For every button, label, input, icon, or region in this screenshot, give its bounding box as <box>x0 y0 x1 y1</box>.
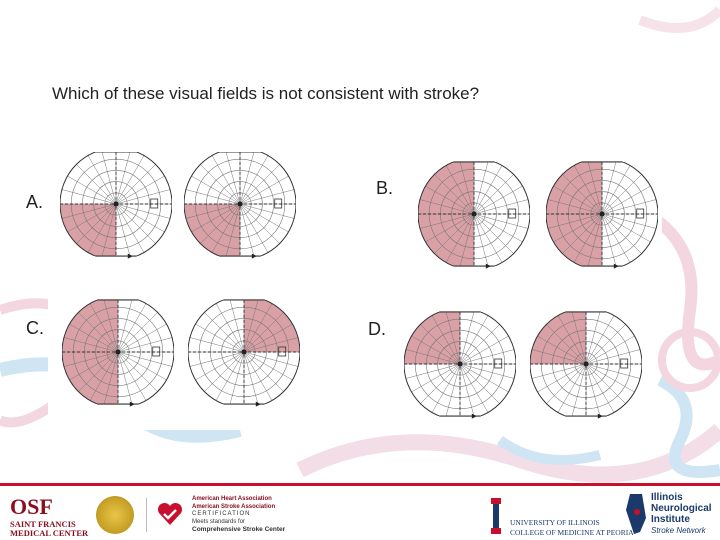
question-text: Which of these visual fields is not consistent with stroke? <box>52 84 480 103</box>
option-c-label: C. <box>26 318 44 338</box>
right-eye-field <box>530 308 642 420</box>
fixation-point <box>472 212 477 217</box>
option-d-field-svg <box>396 306 642 422</box>
option-b-fields[interactable] <box>396 154 662 276</box>
uic-text <box>510 518 634 538</box>
right-eye-field <box>188 296 300 408</box>
option-a-label: A. <box>26 192 44 212</box>
heart-icon <box>156 500 184 528</box>
left-eye-field <box>62 296 174 408</box>
fixation-point <box>242 350 247 355</box>
aha-line2: American Stroke Association <box>192 503 276 510</box>
fixation-point <box>458 362 463 367</box>
aha-line1: American Heart Association <box>192 496 272 502</box>
fixation-point <box>238 202 243 207</box>
joint-commission-seal-icon <box>96 496 134 534</box>
option-c-field-svg <box>48 296 300 430</box>
fixation-point <box>584 362 589 367</box>
uic-logo-icon <box>488 496 504 536</box>
option-a-fields[interactable] <box>46 152 300 260</box>
ini-line1: Illinois <box>651 492 683 503</box>
ini-text <box>651 492 712 536</box>
osf-logo: OSF <box>10 494 53 519</box>
ini-line3: Institute <box>651 514 690 525</box>
ini-line2: Neurological <box>651 503 712 514</box>
option-d-label: D. <box>368 319 386 339</box>
ini-line4: Stroke Network <box>651 526 706 535</box>
footer-logos <box>0 486 720 540</box>
option-b-field-svg <box>396 154 662 276</box>
logo-divider <box>146 498 147 532</box>
osf-subtitle: SAINT FRANCIS MEDICAL CENTER <box>10 519 89 538</box>
aha-line3: CERTIFICATION <box>192 511 251 517</box>
option-d-fields[interactable] <box>396 306 642 422</box>
aha-line4: Meets standards for <box>192 518 246 525</box>
left-eye-field <box>404 308 516 420</box>
option-a-field-svg <box>46 152 300 260</box>
aha-certification-text <box>192 496 292 534</box>
uic-line2: COLLEGE OF MEDICINE AT PEORIA <box>510 528 634 537</box>
left-eye-field <box>418 158 530 270</box>
illinois-map-icon <box>624 492 648 536</box>
fixation-point <box>116 350 121 355</box>
right-eye-field <box>184 152 296 260</box>
option-c-fields[interactable] <box>48 296 300 430</box>
fixation-point <box>600 212 605 217</box>
option-b-label: B. <box>376 178 394 198</box>
right-eye-field <box>546 158 658 270</box>
uic-line1: UNIVERSITY OF ILLINOIS <box>510 518 600 527</box>
aha-line5: Comprehensive Stroke Center <box>192 526 286 533</box>
fixation-point <box>114 202 119 207</box>
left-eye-field <box>60 152 172 260</box>
